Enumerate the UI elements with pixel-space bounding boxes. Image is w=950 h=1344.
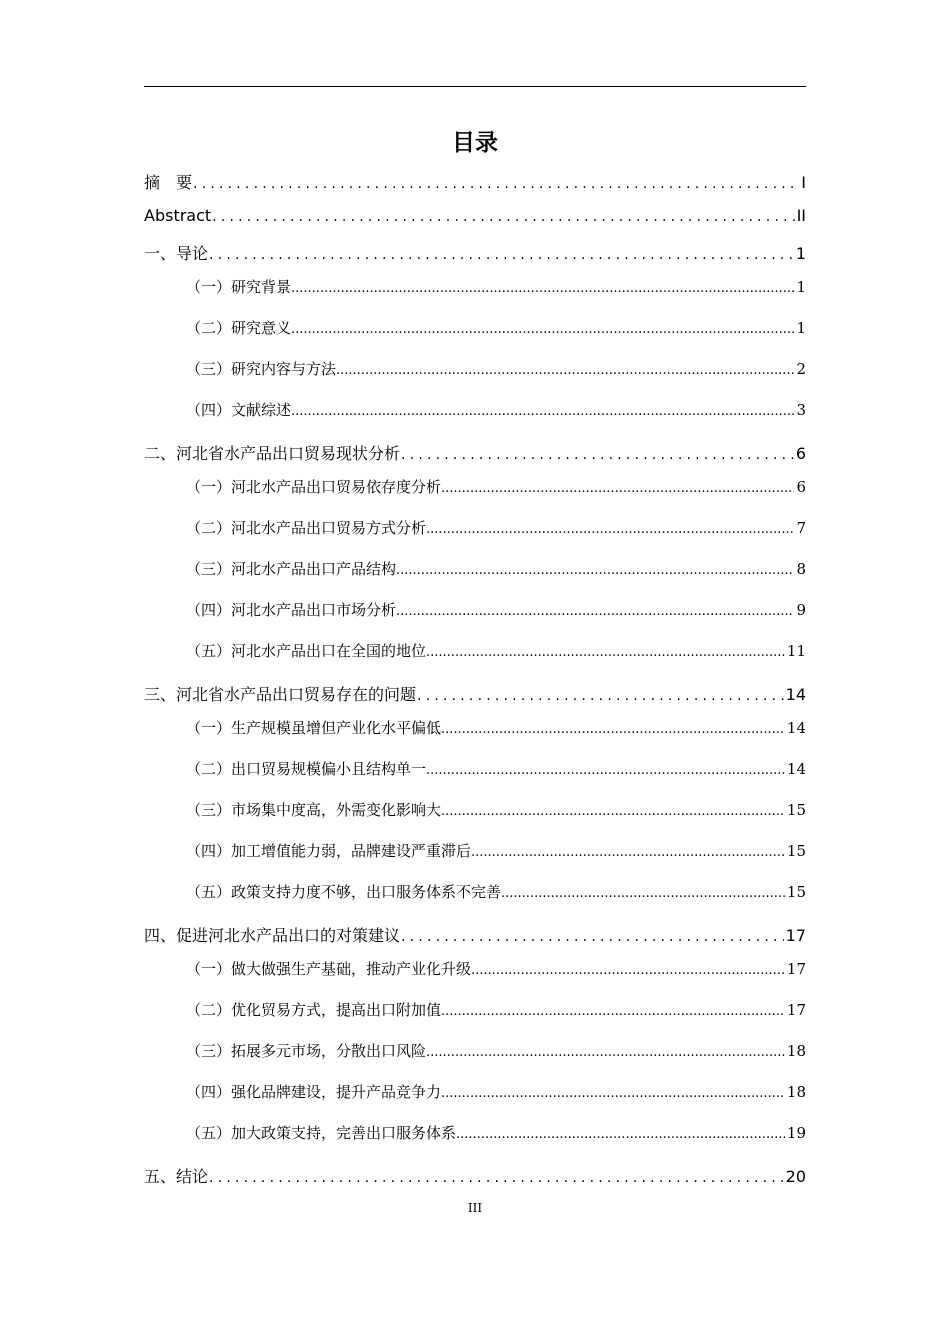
toc-entry-page: 7 (796, 519, 806, 537)
toc-leader (400, 929, 784, 945)
toc-entry-label: （四）强化品牌建设，提升产品竞争力 (186, 1083, 442, 1101)
toc-entry-page: 2 (796, 360, 806, 378)
toc-entry-label: （五）政策支持力度不够，出口服务体系不完善 (186, 883, 502, 901)
toc-entry[interactable] (186, 358, 806, 379)
toc-entry[interactable] (144, 682, 806, 705)
toc-entry-label: 三、河北省水产品出口贸易存在的问题 (144, 685, 417, 704)
toc-entry[interactable] (186, 958, 806, 979)
toc-entry[interactable] (144, 1164, 806, 1187)
toc-entry[interactable] (186, 881, 806, 902)
toc-leader (471, 963, 785, 978)
toc-entry-label: （五）河北水产品出口在全国的地位 (186, 642, 427, 660)
toc-entry-label: （四）文献综述 (186, 401, 292, 419)
toc-entry-page: 17 (786, 1001, 806, 1019)
toc-entry-label: 五、结论 (144, 1167, 209, 1186)
toc-entry-page: 17 (785, 926, 806, 945)
toc-title: 目录 (452, 130, 498, 156)
toc-entry-label: 一、导论 (144, 244, 209, 263)
toc-entry-label: （二）出口贸易规模偏小且结构单一 (186, 760, 427, 778)
toc-leader (426, 645, 785, 660)
toc-entry[interactable] (186, 1122, 806, 1143)
toc-leader (208, 1170, 784, 1186)
toc-entry-label: （三）研究内容与方法 (186, 360, 337, 378)
toc-entry[interactable] (186, 758, 806, 779)
toc-entry-label: （一）生产规模虽增但产业化水平偏低 (186, 719, 442, 737)
toc-leader (501, 886, 785, 901)
toc-entry-page: 6 (795, 444, 806, 463)
toc-entry[interactable] (186, 599, 806, 620)
toc-entry-page: 9 (796, 601, 806, 619)
toc-entry-label: 四、促进河北水产品出口的对策建议 (144, 926, 401, 945)
toc-entry-page: 1 (796, 278, 806, 296)
toc-entry-page: 11 (786, 642, 806, 660)
toc-entry[interactable] (186, 1081, 806, 1102)
header-rule (144, 86, 806, 87)
toc-entry-label: 二、河北省水产品出口贸易现状分析 (144, 444, 401, 463)
toc-entry-label: （五）加大政策支持，完善出口服务体系 (186, 1124, 457, 1142)
toc-entry[interactable] (186, 1040, 806, 1061)
toc-entry-label: （三）市场集中度高，外需变化影响大 (186, 801, 442, 819)
toc-entry-page: 15 (786, 842, 806, 860)
toc-entry-page: II (796, 206, 806, 225)
toc-leader (416, 688, 784, 704)
toc-entry[interactable] (186, 840, 806, 861)
toc-leader (441, 1004, 785, 1019)
toc-entry-page: 19 (786, 1124, 806, 1142)
toc-entry-label: （四）河北水产品出口市场分析 (186, 601, 397, 619)
toc-entry[interactable] (186, 999, 806, 1020)
toc-entry-page: 20 (785, 1167, 806, 1186)
toc-leader (441, 722, 785, 737)
toc-entry[interactable] (186, 799, 806, 820)
toc-entry-page: 15 (786, 801, 806, 819)
toc-leader (396, 604, 794, 619)
page-number-footer: III (467, 1201, 483, 1215)
toc-entry[interactable] (144, 241, 806, 264)
toc-entry-label: （三）拓展多元市场，分散出口风险 (186, 1042, 427, 1060)
toc-entry-page: 14 (785, 685, 806, 704)
toc-leader (336, 363, 794, 378)
toc-entry-label: （一）河北水产品出口贸易依存度分析 (186, 478, 442, 496)
toc-leader (426, 522, 794, 537)
toc-entry-label: （一）做大做强生产基础，推动产业化升级 (186, 960, 472, 978)
toc-leader (441, 804, 785, 819)
toc-leader (291, 322, 794, 337)
toc-entry-page: 15 (786, 883, 806, 901)
toc-entry[interactable] (186, 517, 806, 538)
toc-entry-page: 1 (795, 244, 806, 263)
toc-leader (471, 845, 785, 860)
toc-leader (426, 763, 785, 778)
toc-entry-page: 8 (796, 560, 806, 578)
toc-entry-page: 14 (786, 719, 806, 737)
toc-entry[interactable] (186, 476, 806, 497)
toc-entry[interactable] (144, 923, 806, 946)
toc-entry[interactable] (186, 399, 806, 420)
toc-leader (441, 481, 794, 496)
toc-leader (441, 1086, 785, 1101)
toc-entry-label: （二）优化贸易方式，提高出口附加值 (186, 1001, 442, 1019)
toc-leader (456, 1127, 785, 1142)
toc-entry-label: （四）加工增值能力弱，品牌建设严重滞后 (186, 842, 472, 860)
toc-leader (400, 447, 794, 463)
toc-leader (396, 563, 794, 578)
toc-entry[interactable] (186, 640, 806, 661)
toc-entry[interactable] (144, 441, 806, 464)
toc-entry-page: 6 (796, 478, 806, 496)
toc-leader (192, 176, 799, 192)
toc-entry-page: I (801, 173, 806, 192)
toc-entry[interactable] (186, 276, 806, 297)
toc-leader (291, 404, 794, 419)
toc-entry-label: （二）研究意义 (186, 319, 292, 337)
toc-entry-label: 摘 要 (144, 173, 193, 192)
toc-entry-page: 18 (786, 1042, 806, 1060)
toc-entry-label: （三）河北水产品出口产品结构 (186, 560, 397, 578)
toc-entry[interactable] (186, 717, 806, 738)
toc-entry[interactable] (186, 317, 806, 338)
toc-entry-page: 14 (786, 760, 806, 778)
toc-entry-page: 3 (796, 401, 806, 419)
toc-leader (211, 209, 794, 225)
toc-entry-page: 17 (786, 960, 806, 978)
toc-entry[interactable] (186, 558, 806, 579)
toc-entry-page: 18 (786, 1083, 806, 1101)
toc-entry-label: （一）研究背景 (186, 278, 292, 296)
toc-entry[interactable] (144, 170, 806, 193)
toc-leader (208, 247, 794, 263)
toc-entry[interactable] (144, 206, 806, 225)
toc-entry-label: （二）河北水产品出口贸易方式分析 (186, 519, 427, 537)
toc-leader (426, 1045, 785, 1060)
toc-leader (291, 281, 794, 296)
toc-entry-page: 1 (796, 319, 806, 337)
toc-entry-label: Abstract (144, 206, 212, 225)
